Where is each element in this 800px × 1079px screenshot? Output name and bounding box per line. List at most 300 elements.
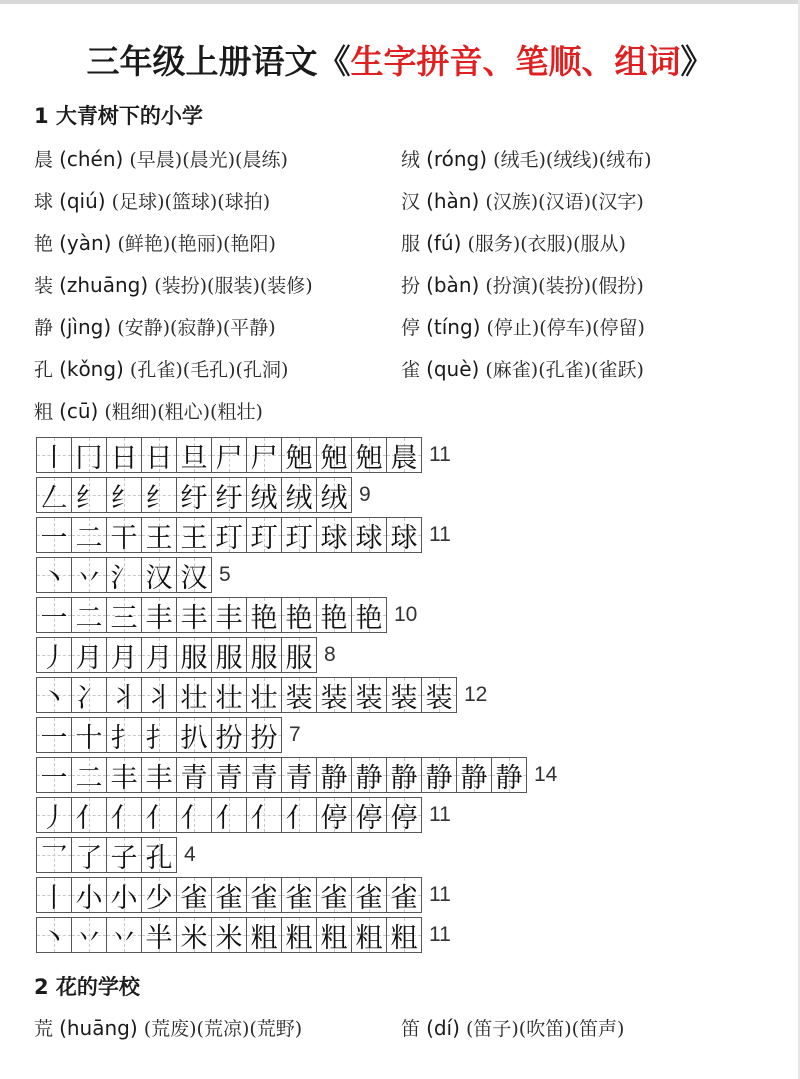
stroke-cell bbox=[247, 438, 282, 472]
stroke-cell bbox=[142, 438, 177, 472]
tianzige-grid bbox=[36, 597, 387, 633]
stroke-count: 9 bbox=[359, 483, 371, 506]
stroke-cell bbox=[177, 718, 212, 752]
stroke-step: 装 bbox=[320, 682, 348, 712]
stroke-cell bbox=[317, 478, 351, 512]
stroke-step: 亻 bbox=[110, 802, 138, 832]
stroke-step: 丨 bbox=[40, 882, 68, 912]
vocab-entry: 雀 (què) (麻雀)(孔雀)(雀跃) bbox=[401, 357, 644, 381]
page-title bbox=[0, 36, 800, 83]
stroke-cell bbox=[72, 518, 107, 552]
stroke-cell bbox=[142, 758, 177, 792]
stroke-cell bbox=[212, 918, 247, 952]
stroke-order-row bbox=[36, 757, 557, 793]
stroke-step: 艳 bbox=[250, 602, 278, 632]
stroke-step: 子 bbox=[110, 842, 138, 872]
stroke-cell bbox=[387, 878, 421, 912]
stroke-count: 11 bbox=[429, 923, 451, 946]
stroke-cell bbox=[247, 518, 282, 552]
tianzige-grid bbox=[36, 757, 527, 793]
stroke-step: 扌 bbox=[145, 722, 173, 752]
stroke-cell bbox=[107, 798, 142, 832]
stroke-step: 半 bbox=[145, 922, 173, 952]
stroke-cell bbox=[212, 478, 247, 512]
stroke-step: 雀 bbox=[180, 882, 208, 912]
stroke-cell bbox=[317, 438, 352, 472]
stroke-cell bbox=[107, 638, 142, 672]
stroke-step: 纟 bbox=[145, 482, 173, 512]
stroke-cell bbox=[37, 638, 72, 672]
stroke-step: 静 bbox=[495, 762, 523, 792]
stroke-cell bbox=[212, 878, 247, 912]
stroke-count: 5 bbox=[219, 563, 231, 586]
stroke-cell bbox=[457, 758, 492, 792]
stroke-step: 青 bbox=[180, 762, 208, 792]
stroke-step: 丰 bbox=[215, 602, 243, 632]
stroke-step: 丶 bbox=[40, 562, 68, 592]
stroke-cell bbox=[142, 638, 177, 672]
stroke-cell bbox=[37, 478, 72, 512]
tianzige-grid bbox=[36, 877, 422, 913]
tianzige-grid bbox=[36, 837, 177, 873]
stroke-cell bbox=[282, 798, 317, 832]
stroke-cell bbox=[72, 798, 107, 832]
vocab-entry: 球 (qiú) (足球)(篮球)(球拍) bbox=[34, 189, 271, 213]
stroke-order-row bbox=[36, 437, 451, 473]
stroke-cell bbox=[37, 878, 72, 912]
stroke-step: 丷 bbox=[75, 562, 103, 592]
stroke-step: 旦 bbox=[180, 442, 208, 472]
stroke-step: 尸 bbox=[215, 442, 243, 472]
stroke-count: 10 bbox=[394, 603, 418, 626]
stroke-step: 雀 bbox=[320, 882, 348, 912]
stroke-cell bbox=[177, 798, 212, 832]
stroke-step: 纡 bbox=[215, 482, 243, 512]
stroke-step: 粗 bbox=[285, 922, 313, 952]
stroke-step: 氵 bbox=[110, 562, 138, 592]
stroke-cell bbox=[282, 638, 316, 672]
stroke-cell bbox=[72, 878, 107, 912]
stroke-step: 丶 bbox=[40, 922, 68, 952]
stroke-cell bbox=[282, 478, 317, 512]
tianzige-grid bbox=[36, 717, 282, 753]
tianzige-grid bbox=[36, 437, 422, 473]
stroke-step: 丶 bbox=[40, 682, 68, 712]
stroke-step: 一 bbox=[40, 722, 68, 752]
stroke-step: 静 bbox=[355, 762, 383, 792]
stroke-step: 亻 bbox=[145, 802, 173, 832]
stroke-step: 二 bbox=[75, 522, 103, 552]
stroke-cell bbox=[142, 718, 177, 752]
stroke-step: 亻 bbox=[75, 802, 103, 832]
stroke-cell bbox=[282, 598, 317, 632]
stroke-cell bbox=[212, 798, 247, 832]
stroke-cell bbox=[177, 438, 212, 472]
stroke-step: 雀 bbox=[355, 882, 383, 912]
stroke-step: 了 bbox=[75, 842, 103, 872]
stroke-count: 11 bbox=[429, 803, 451, 826]
stroke-step: 扮 bbox=[250, 722, 278, 752]
stroke-cell bbox=[72, 918, 107, 952]
stroke-cell bbox=[72, 638, 107, 672]
stroke-step: 二 bbox=[75, 762, 103, 792]
stroke-cell bbox=[177, 598, 212, 632]
stroke-step: 丿 bbox=[40, 642, 68, 672]
stroke-cell bbox=[282, 918, 317, 952]
stroke-step: 粗 bbox=[320, 922, 348, 952]
stroke-step: 雀 bbox=[250, 882, 278, 912]
stroke-step: 装 bbox=[355, 682, 383, 712]
stroke-cell bbox=[37, 438, 72, 472]
stroke-order-row bbox=[36, 837, 196, 873]
stroke-step: 绒 bbox=[320, 482, 348, 512]
stroke-step: 𣆶 bbox=[320, 442, 348, 472]
stroke-step: 尸 bbox=[250, 442, 278, 472]
stroke-step: 绒 bbox=[250, 482, 278, 512]
stroke-step: 王 bbox=[145, 522, 173, 552]
stroke-step: 亻 bbox=[285, 802, 313, 832]
tianzige-grid bbox=[36, 557, 212, 593]
stroke-cell bbox=[212, 518, 247, 552]
stroke-step: 静 bbox=[320, 762, 348, 792]
stroke-cell bbox=[107, 678, 142, 712]
stroke-cell bbox=[107, 518, 142, 552]
stroke-cell bbox=[247, 878, 282, 912]
stroke-cell bbox=[247, 638, 282, 672]
stroke-step: 装 bbox=[285, 682, 313, 712]
stroke-step: 一 bbox=[40, 762, 68, 792]
stroke-step: 停 bbox=[390, 802, 418, 832]
stroke-cell bbox=[107, 478, 142, 512]
stroke-cell bbox=[107, 558, 142, 592]
stroke-order-row bbox=[36, 917, 451, 953]
stroke-step: ㇑ bbox=[40, 442, 68, 472]
vocab-entry: 荒 (huāng) (荒废)(荒凉)(荒野) bbox=[34, 1016, 303, 1040]
stroke-step: 𣆶 bbox=[355, 442, 383, 472]
stroke-count: 14 bbox=[534, 763, 558, 786]
stroke-step: 壮 bbox=[180, 682, 208, 712]
stroke-step: 一 bbox=[40, 602, 68, 632]
stroke-cell bbox=[282, 878, 317, 912]
stroke-cell bbox=[352, 758, 387, 792]
stroke-step: 静 bbox=[460, 762, 488, 792]
stroke-order-row bbox=[36, 517, 451, 553]
stroke-cell bbox=[247, 478, 282, 512]
stroke-step: 装 bbox=[390, 682, 418, 712]
stroke-step: 月 bbox=[75, 642, 103, 672]
stroke-cell bbox=[72, 758, 107, 792]
stroke-cell bbox=[107, 918, 142, 952]
stroke-step: 丷 bbox=[75, 922, 103, 952]
stroke-cell bbox=[247, 678, 282, 712]
stroke-step: 亻 bbox=[250, 802, 278, 832]
stroke-order-row bbox=[36, 717, 301, 753]
vocab-entry: 笛 (dí) (笛子)(吹笛)(笛声) bbox=[401, 1016, 625, 1040]
stroke-cell bbox=[142, 598, 177, 632]
stroke-cell bbox=[352, 918, 387, 952]
title-highlight: 生字拼音、笔顺、组词 bbox=[350, 42, 681, 81]
stroke-cell bbox=[72, 478, 107, 512]
stroke-step: 王 bbox=[180, 522, 208, 552]
vocab-entry: 汉 (hàn) (汉族)(汉语)(汉字) bbox=[401, 189, 644, 213]
stroke-step: 米 bbox=[180, 922, 208, 952]
stroke-cell bbox=[352, 518, 387, 552]
stroke-cell bbox=[212, 438, 247, 472]
tianzige-grid bbox=[36, 677, 457, 713]
stroke-step: 十 bbox=[75, 722, 103, 752]
stroke-cell bbox=[142, 838, 176, 872]
stroke-cell bbox=[247, 798, 282, 832]
vocab-entry: 粗 (cū) (粗细)(粗心)(粗壮) bbox=[34, 399, 263, 423]
stroke-cell bbox=[142, 478, 177, 512]
stroke-cell bbox=[387, 438, 421, 472]
stroke-step: 二 bbox=[75, 602, 103, 632]
stroke-cell bbox=[317, 598, 352, 632]
stroke-cell bbox=[142, 558, 177, 592]
stroke-step: 一 bbox=[40, 522, 68, 552]
stroke-count: 8 bbox=[324, 643, 336, 666]
stroke-step: 雀 bbox=[215, 882, 243, 912]
stroke-step: 月 bbox=[145, 642, 173, 672]
vocab-entry: 晨 (chén) (早晨)(晨光)(晨练) bbox=[34, 147, 288, 171]
vocab-entry: 孔 (kǒng) (孔雀)(毛孔)(孔洞) bbox=[34, 357, 289, 381]
stroke-step: 停 bbox=[320, 802, 348, 832]
stroke-cell bbox=[317, 878, 352, 912]
stroke-cell bbox=[177, 518, 212, 552]
stroke-step: 粗 bbox=[390, 922, 418, 952]
stroke-step: 玎 bbox=[215, 522, 243, 552]
stroke-cell bbox=[107, 438, 142, 472]
stroke-step: 小 bbox=[110, 882, 138, 912]
stroke-step: 丬 bbox=[110, 682, 138, 712]
stroke-step: 纟 bbox=[110, 482, 138, 512]
stroke-step: 扮 bbox=[215, 722, 243, 752]
stroke-cell bbox=[177, 638, 212, 672]
stroke-step: 停 bbox=[355, 802, 383, 832]
stroke-cell bbox=[352, 438, 387, 472]
stroke-step: 装 bbox=[425, 682, 453, 712]
stroke-step: 亻 bbox=[215, 802, 243, 832]
stroke-cell bbox=[142, 678, 177, 712]
stroke-step: 艳 bbox=[320, 602, 348, 632]
stroke-cell bbox=[37, 798, 72, 832]
stroke-cell bbox=[212, 718, 247, 752]
vocab-entry: 扮 (bàn) (扮演)(装扮)(假扮) bbox=[401, 273, 644, 297]
stroke-order-row bbox=[36, 877, 451, 913]
stroke-step: 日 bbox=[145, 442, 173, 472]
stroke-step: 青 bbox=[215, 762, 243, 792]
stroke-step: 冫 bbox=[75, 682, 103, 712]
stroke-cell bbox=[142, 918, 177, 952]
vocab-entry: 停 (tíng) (停止)(停车)(停留) bbox=[401, 315, 645, 339]
stroke-step: 扌 bbox=[110, 722, 138, 752]
stroke-step: 玎 bbox=[285, 522, 313, 552]
stroke-cell bbox=[212, 678, 247, 712]
stroke-cell bbox=[282, 678, 317, 712]
stroke-cell bbox=[212, 758, 247, 792]
stroke-step: 粗 bbox=[250, 922, 278, 952]
vocab-entry: 绒 (róng) (绒毛)(绒线)(绒布) bbox=[401, 147, 652, 171]
stroke-step: 雀 bbox=[390, 882, 418, 912]
stroke-cell bbox=[387, 678, 422, 712]
stroke-cell bbox=[422, 758, 457, 792]
stroke-step: 亻 bbox=[180, 802, 208, 832]
stroke-order-row bbox=[36, 677, 487, 713]
stroke-cell bbox=[247, 718, 281, 752]
stroke-step: 静 bbox=[425, 762, 453, 792]
stroke-cell bbox=[352, 678, 387, 712]
stroke-step: 艳 bbox=[355, 602, 383, 632]
stroke-step: 米 bbox=[215, 922, 243, 952]
stroke-step: 丰 bbox=[180, 602, 208, 632]
stroke-cell bbox=[282, 518, 317, 552]
stroke-cell bbox=[37, 678, 72, 712]
stroke-order-row bbox=[36, 797, 451, 833]
stroke-cell bbox=[247, 918, 282, 952]
stroke-cell bbox=[317, 798, 352, 832]
stroke-cell bbox=[317, 678, 352, 712]
stroke-step: 纟 bbox=[75, 482, 103, 512]
stroke-cell bbox=[107, 598, 142, 632]
stroke-step: 球 bbox=[320, 522, 348, 552]
stroke-step: 球 bbox=[355, 522, 383, 552]
stroke-cell bbox=[37, 918, 72, 952]
stroke-cell bbox=[317, 758, 352, 792]
top-border bbox=[0, 0, 800, 4]
stroke-order-row bbox=[36, 637, 336, 673]
tianzige-grid bbox=[36, 797, 422, 833]
stroke-cell bbox=[142, 878, 177, 912]
vocab-entry: 服 (fú) (服务)(衣服)(服从) bbox=[401, 231, 626, 255]
stroke-cell bbox=[107, 838, 142, 872]
stroke-cell bbox=[282, 438, 317, 472]
stroke-cell bbox=[107, 878, 142, 912]
stroke-step: 丰 bbox=[145, 762, 173, 792]
stroke-step: 球 bbox=[390, 522, 418, 552]
stroke-count: 7 bbox=[289, 723, 301, 746]
stroke-step: 服 bbox=[250, 642, 278, 672]
stroke-step: 服 bbox=[215, 642, 243, 672]
stroke-order-row bbox=[36, 557, 231, 593]
vocab-entry: 静 (jìng) (安静)(寂静)(平静) bbox=[34, 315, 276, 339]
stroke-cell bbox=[72, 598, 107, 632]
stroke-step: 服 bbox=[180, 642, 208, 672]
stroke-step: 𣆶 bbox=[285, 442, 313, 472]
tianzige-grid bbox=[36, 637, 317, 673]
title-prefix: 三年级上册语文《 bbox=[86, 42, 351, 81]
tianzige-grid bbox=[36, 517, 422, 553]
stroke-step: 雀 bbox=[285, 882, 313, 912]
stroke-cell bbox=[247, 758, 282, 792]
stroke-cell bbox=[177, 558, 211, 592]
stroke-step: 青 bbox=[285, 762, 313, 792]
stroke-step: 乛 bbox=[40, 842, 68, 872]
stroke-cell bbox=[37, 838, 72, 872]
stroke-cell bbox=[352, 878, 387, 912]
stroke-step: 绒 bbox=[285, 482, 313, 512]
stroke-cell bbox=[37, 518, 72, 552]
stroke-cell bbox=[352, 798, 387, 832]
stroke-cell bbox=[37, 598, 72, 632]
tianzige-grid bbox=[36, 917, 422, 953]
stroke-step: 汉 bbox=[180, 562, 208, 592]
stroke-cell bbox=[142, 798, 177, 832]
stroke-count: 12 bbox=[464, 683, 488, 706]
lesson-heading-1: 1 大青树下的小学 bbox=[34, 104, 203, 128]
stroke-cell bbox=[352, 598, 386, 632]
stroke-step: 粗 bbox=[355, 922, 383, 952]
stroke-cell bbox=[37, 758, 72, 792]
stroke-cell bbox=[177, 918, 212, 952]
stroke-cell bbox=[177, 678, 212, 712]
tianzige-grid bbox=[36, 477, 352, 513]
stroke-step: 孔 bbox=[145, 842, 173, 872]
stroke-cell bbox=[247, 598, 282, 632]
stroke-step: 干 bbox=[110, 522, 138, 552]
stroke-step: 三 bbox=[110, 602, 138, 632]
stroke-cell bbox=[422, 678, 456, 712]
stroke-count: 11 bbox=[429, 883, 451, 906]
stroke-step: 少 bbox=[145, 882, 173, 912]
stroke-cell bbox=[387, 918, 421, 952]
stroke-cell bbox=[72, 558, 107, 592]
stroke-cell bbox=[37, 558, 72, 592]
stroke-step: 纡 bbox=[180, 482, 208, 512]
stroke-cell bbox=[177, 878, 212, 912]
stroke-step: 汉 bbox=[145, 562, 173, 592]
stroke-cell bbox=[387, 798, 421, 832]
stroke-step: 冂 bbox=[75, 442, 103, 472]
stroke-step: 青 bbox=[250, 762, 278, 792]
stroke-cell bbox=[72, 678, 107, 712]
stroke-cell bbox=[107, 758, 142, 792]
stroke-cell bbox=[387, 518, 421, 552]
stroke-step: 玎 bbox=[250, 522, 278, 552]
stroke-cell bbox=[177, 478, 212, 512]
stroke-step: 扒 bbox=[180, 722, 208, 752]
stroke-step: 丷 bbox=[110, 922, 138, 952]
stroke-step: 壮 bbox=[215, 682, 243, 712]
stroke-cell bbox=[492, 758, 526, 792]
stroke-cell bbox=[72, 838, 107, 872]
stroke-step: 丰 bbox=[145, 602, 173, 632]
stroke-step: 晨 bbox=[390, 442, 418, 472]
stroke-step: 小 bbox=[75, 882, 103, 912]
stroke-cell bbox=[282, 758, 317, 792]
stroke-step: 日 bbox=[110, 442, 138, 472]
vocab-entry: 艳 (yàn) (鲜艳)(艳丽)(艳阳) bbox=[34, 231, 276, 255]
stroke-cell bbox=[72, 718, 107, 752]
stroke-cell bbox=[142, 518, 177, 552]
stroke-step: 丿 bbox=[40, 802, 68, 832]
stroke-cell bbox=[212, 638, 247, 672]
stroke-step: 丬 bbox=[145, 682, 173, 712]
stroke-cell bbox=[212, 598, 247, 632]
stroke-order-row bbox=[36, 477, 371, 513]
vocab-entry: 装 (zhuāng) (装扮)(服装)(装修) bbox=[34, 273, 313, 297]
stroke-cell bbox=[177, 758, 212, 792]
stroke-count: 4 bbox=[184, 843, 196, 866]
stroke-step: 艳 bbox=[285, 602, 313, 632]
stroke-cell bbox=[72, 438, 107, 472]
stroke-step: 静 bbox=[390, 762, 418, 792]
stroke-cell bbox=[317, 518, 352, 552]
stroke-count: 11 bbox=[429, 443, 451, 466]
stroke-step: 月 bbox=[110, 642, 138, 672]
stroke-step: 壮 bbox=[250, 682, 278, 712]
stroke-step: 丰 bbox=[110, 762, 138, 792]
stroke-cell bbox=[37, 718, 72, 752]
